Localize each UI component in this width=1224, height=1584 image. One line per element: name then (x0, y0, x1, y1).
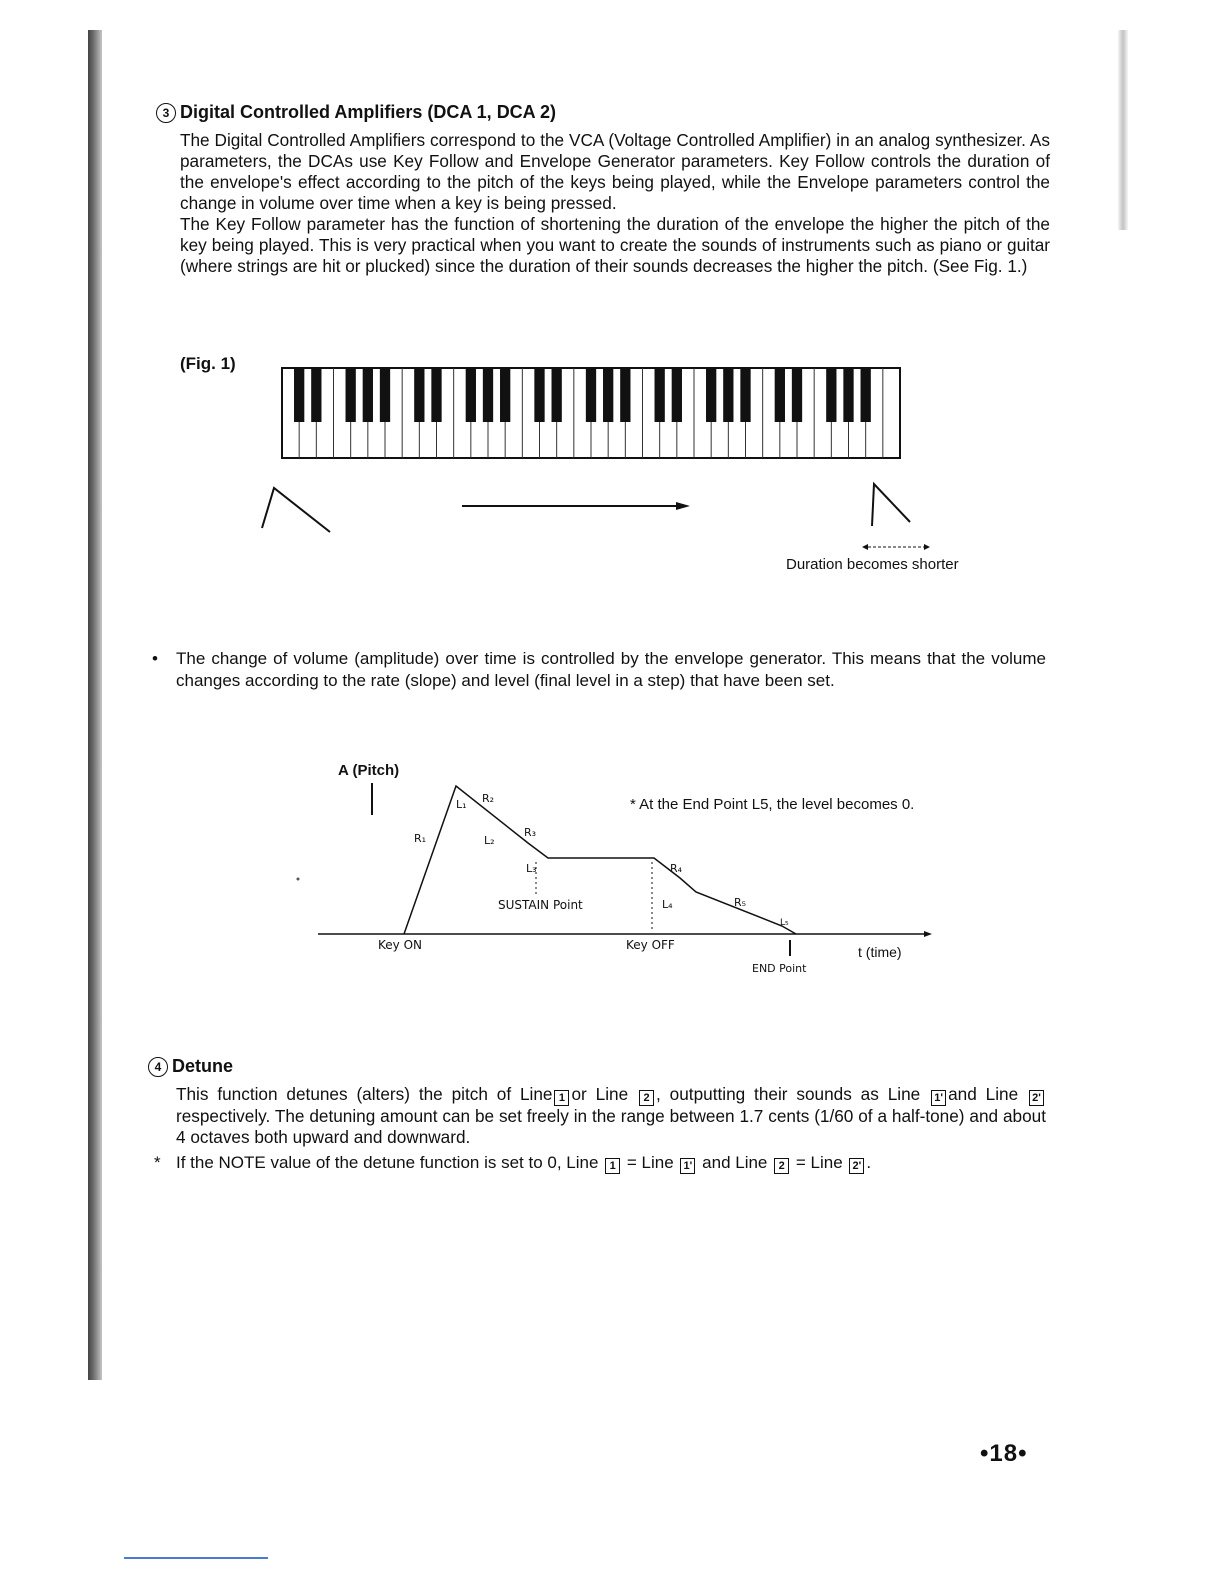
end-point-label: END Point (752, 962, 807, 975)
stray-dot (297, 878, 300, 881)
detune-note (176, 1152, 1056, 1174)
note-text-1: If the NOTE value of the detune function is set to 0, Line (176, 1153, 599, 1172)
bottom-accent-line (124, 1557, 268, 1559)
section-number-badge: 4 (148, 1057, 168, 1077)
label-r2: R₂ (482, 792, 495, 805)
fig-1-caption: Duration becomes shorter (786, 556, 959, 573)
line-2-badge: 2 (639, 1090, 654, 1106)
page-number: •18• (980, 1440, 1028, 1467)
label-l1: L₁ (456, 798, 467, 811)
note-text-5: . (866, 1153, 872, 1172)
note-line-1-badge: 1 (605, 1158, 620, 1174)
section-3-paragraph-2: The Key Follow parameter has the function of shortening the duration of the envelope the higher the pitch of the key being played. This is very practical when you want to create the sounds of instruments such as piano or guitar (where strings are hit or plucked) since the duration of their sounds decreases the higher the pitch. (See Fig. 1.) (180, 214, 1050, 276)
label-l2: L₂ (484, 834, 495, 847)
envelope-note: * At the End Point L5, the level becomes 0. (630, 796, 915, 813)
note-text-3: and Line (702, 1153, 768, 1172)
envelope-y-axis-label: A (Pitch) (338, 762, 400, 779)
note-text-2: = Line (626, 1153, 674, 1172)
detune-text-4: and Line (948, 1084, 1019, 1104)
bullet-text: The change of volume (amplitude) over time is controlled by the envelope generator. This means that the volume changes according to the rate (slope) and level (final level in a step) that have been set. (176, 649, 1046, 690)
section-4-body (176, 1084, 1046, 1148)
note-line-1-prime-badge: 1' (680, 1158, 695, 1174)
label-l4: L₄ (662, 898, 673, 911)
line-1-badge: 1 (554, 1090, 569, 1106)
note-line-2-prime-badge: 2' (849, 1158, 864, 1174)
label-r5: R₅ (734, 896, 747, 909)
detune-text-3: , outputting their sounds as Line (656, 1084, 921, 1104)
key-off-label: Key OFF (626, 938, 675, 952)
detune-note-marker: * (154, 1153, 161, 1172)
bullet-marker: • (152, 649, 158, 668)
key-on-label: Key ON (378, 938, 422, 952)
section-4-title: Detune (172, 1056, 234, 1076)
note-text-4: = Line (795, 1153, 843, 1172)
detune-text-1: This function detunes (alters) the pitch of Line (176, 1084, 553, 1104)
sustain-point-label: SUSTAIN Point (498, 898, 583, 912)
time-axis-arrowhead (924, 931, 932, 937)
section-4-heading (148, 1056, 233, 1077)
section-number-badge: 3 (156, 103, 176, 123)
fig-1-label: (Fig. 1) (180, 354, 236, 373)
label-r3: R₃ (524, 826, 537, 839)
detune-text-5: respectively. The detuning amount can be set freely in the range between 1.7 cents (1/60 of a half-tone) and about 4 octaves both upward and downward. (176, 1106, 1046, 1147)
section-3-paragraph-1: The Digital Controlled Amplifiers correspond to the VCA (Voltage Controlled Amplifier) in an analog synthesizer. As parameters, the DCAs use Key Follow and Envelope Generator parameters. Key Follow controls the duration of the envelope's effect according to the pitch of the keys being played, while the Envelope parameters control the change in volume over time when a key is being pressed. (180, 130, 1050, 213)
note-line-2-badge: 2 (774, 1158, 789, 1174)
section-3-title: Digital Controlled Amplifiers (DCA 1, DCA 2) (180, 102, 557, 122)
label-l5: L₅ (780, 918, 789, 928)
label-r4: R₄ (670, 862, 683, 875)
time-axis-label: t (time) (858, 944, 902, 960)
detune-text-2: or Line (571, 1084, 629, 1104)
label-r1: R₁ (414, 832, 427, 845)
line-1-prime-badge: 1' (931, 1090, 946, 1106)
label-l3: L₃ (526, 862, 537, 875)
line-2-prime-badge: 2' (1029, 1090, 1044, 1106)
